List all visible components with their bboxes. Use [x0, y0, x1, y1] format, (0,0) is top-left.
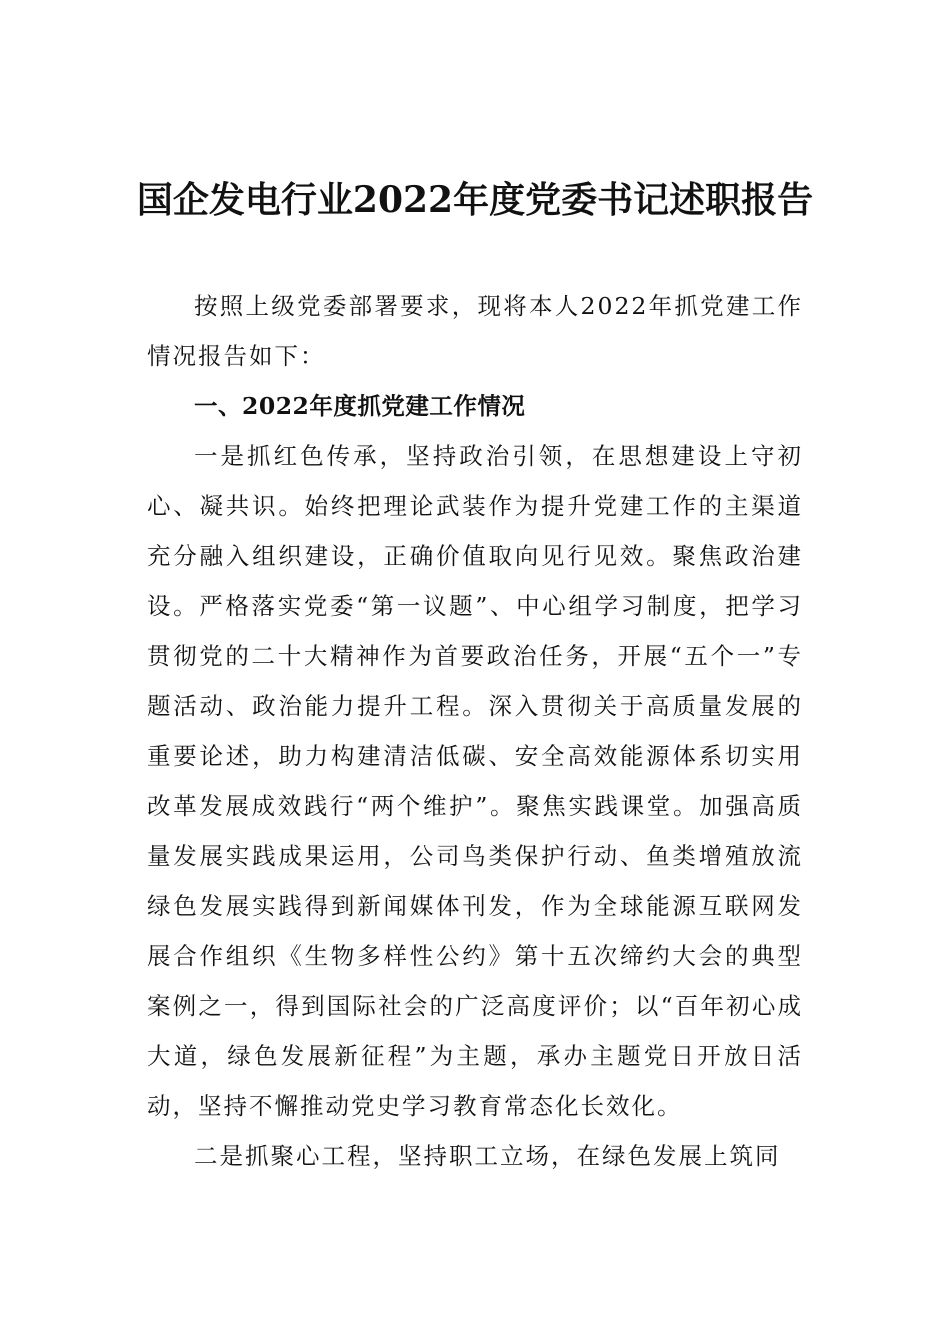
- section-heading: 一、2022年度抓党建工作情况: [194, 392, 526, 420]
- body-paragraph-1: 一是抓红色传承，坚持政治引领，在思想建设上守初心、凝共识。始终把理论武装作为提升党建工作的主渠道充分融入组织建设，正确价值取向见行见效。聚焦政治建设。严格落实党委“第一议题”、中心组学习制度，把学习贯彻党的二十大精神作为首要政治任务，开展“五个一”专题活动、政治能力提升工程。深入贯彻关于高质量发展的重要论述，助力构建清洁低碳、安全高效能源体系切实用改革发展成效践行“两个维护”。聚焦实践课堂。加强高质量发展实践成果运用，公司鸟类保护行动、鱼类增殖放流绿色发展实践得到新闻媒体刊发，作为全球能源互联网发展合作组织《生物多样性公约》第十五次缔约大会的典型案例之一，得到国际社会的广泛高度评价；以“百年初心成大道，绿色发展新征程”为主题，承办主题党日开放日活动，坚持不懈推动党史学习教育常态化长效化。: [147, 442, 803, 1120]
- intro-paragraph: 按照上级党委部署要求，现将本人2022年抓党建工作情况报告如下：: [147, 292, 803, 370]
- body-paragraph-2: 二是抓聚心工程，坚持职工立场，在绿色发展上筑同: [194, 1142, 781, 1170]
- document-title: 国企发电行业2022年度党委书记述职报告: [136, 179, 814, 221]
- document-body: [147, 281, 803, 1181]
